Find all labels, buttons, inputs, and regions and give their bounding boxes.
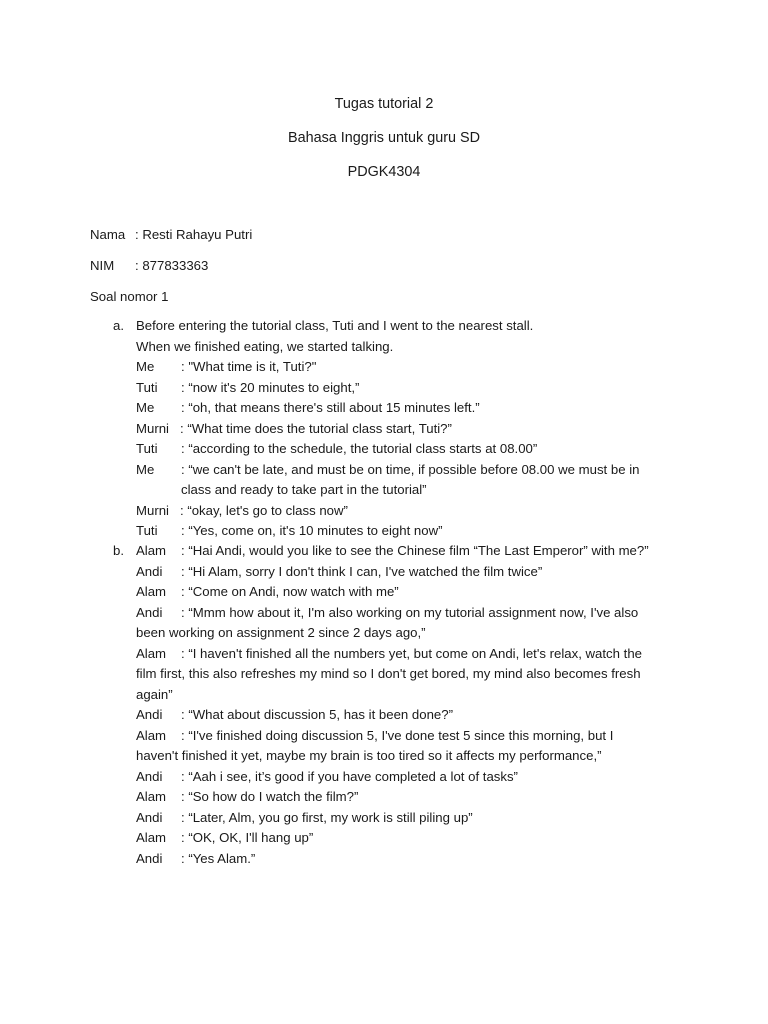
doc-subtitle: Bahasa Inggris untuk guru SD (288, 130, 480, 146)
dialogue-line: : “Yes Alam.” (181, 850, 256, 866)
dialogue-line: : “Aah i see, it’s good if you have completed a lot of tasks” (181, 768, 518, 784)
dialogue-speaker: Murni (136, 502, 169, 518)
dialogue-line: : “I haven't finished all the numbers yet, but come on Andi, let's relax, watch the (181, 645, 642, 661)
dialogue-speaker: Me (136, 400, 155, 415)
nim-label: NIM (90, 258, 115, 273)
dialogue-line-continuation: haven't finished it yet, maybe my brain is too tired so it affects my performance,” (136, 748, 602, 763)
dialogue-speaker: Alam (136, 830, 167, 845)
dialogue-line: : “Hi Alam, sorry I don't think I can, I've watched the film twice” (181, 563, 543, 579)
part-b-marker: b. (113, 543, 124, 558)
part-a-intro-2: When we finished eating, we started talking. (136, 338, 394, 354)
dialogue-line-continuation: again” (136, 686, 173, 702)
dialogue-speaker: Alam (136, 727, 167, 743)
dialogue-line: : “we can't be late, and must be on time, if possible before 08.00 we must be in (181, 461, 640, 477)
dialogue-line: : “Hai Andi, would you like to see the Chinese film “The Last Emperor” with me?” (181, 543, 649, 558)
dialogue-line: : “okay, let's go to class now” (180, 502, 348, 518)
dialogue-speaker: Tuti (136, 523, 158, 538)
dialogue-line-continuation: film first, this also refreshes my mind so I don't get bored, my mind also becomes fresh (136, 666, 641, 681)
dialogue-line-continuation: class and ready to take part in the tutorial” (181, 482, 427, 497)
part-a-marker: a. (113, 318, 124, 333)
dialogue-line: : “Yes, come on, it's 10 minutes to eight now” (181, 523, 443, 538)
dialogue-line: : “Later, Alm, you go first, my work is still piling up” (181, 809, 473, 825)
dialogue-speaker: Andi (136, 707, 163, 722)
dialogue-speaker: Andi (136, 809, 163, 825)
dialogue-speaker: Tuti (136, 441, 158, 456)
dialogue-line: : “Come on Andi, now watch with me” (181, 584, 399, 599)
dialogue-speaker: Andi (136, 768, 163, 784)
dialogue-speaker: Alam (136, 543, 167, 558)
dialogue-speaker: Tuti (136, 379, 158, 395)
dialogue-speaker: Andi (136, 850, 163, 866)
nama-value: : Resti Rahayu Putri (135, 227, 253, 242)
dialogue-line: : “What about discussion 5, has it been done?” (181, 707, 453, 722)
dialogue-speaker: Murni (136, 420, 169, 436)
dialogue-line: : “OK, OK, I'll hang up” (181, 830, 314, 845)
dialogue-line: : “So how do I watch the film?” (181, 789, 359, 804)
dialogue-line: : “Mmm how about it, I'm also working on my tutorial assignment now, I've also (181, 604, 639, 620)
part-a-intro-1: Before entering the tutorial class, Tuti and I went to the nearest stall. (136, 318, 534, 333)
doc-title: Tugas tutorial 2 (334, 96, 434, 112)
nim-value: : 877833363 (135, 258, 209, 273)
dialogue-line: : "What time is it, Tuti?" (181, 359, 317, 374)
dialogue-speaker: Andi (136, 604, 163, 620)
course-code: PDGK4304 (347, 164, 421, 180)
dialogue-line: : “What time does the tutorial class start, Tuti?” (180, 420, 452, 436)
dialogue-speaker: Me (136, 359, 155, 374)
dialogue-speaker: Alam (136, 645, 167, 661)
dialogue-line-continuation: been working on assignment 2 since 2 days ago,” (136, 625, 426, 640)
dialogue-speaker: Me (136, 461, 155, 477)
dialogue-line: : “oh, that means there's still about 15 minutes left.” (181, 400, 480, 415)
dialogue-line: : “now it's 20 minutes to eight,” (181, 379, 360, 395)
dialogue-speaker: Andi (136, 563, 163, 579)
dialogue-speaker: Alam (136, 789, 167, 804)
nama-label: Nama (90, 227, 126, 242)
dialogue-line: : “I've finished doing discussion 5, I've done test 5 since this morning, but I (181, 727, 614, 743)
dialogue-line: : “according to the schedule, the tutorial class starts at 08.00” (181, 441, 538, 456)
dialogue-speaker: Alam (136, 584, 167, 599)
question-label: Soal nomor 1 (90, 289, 169, 304)
